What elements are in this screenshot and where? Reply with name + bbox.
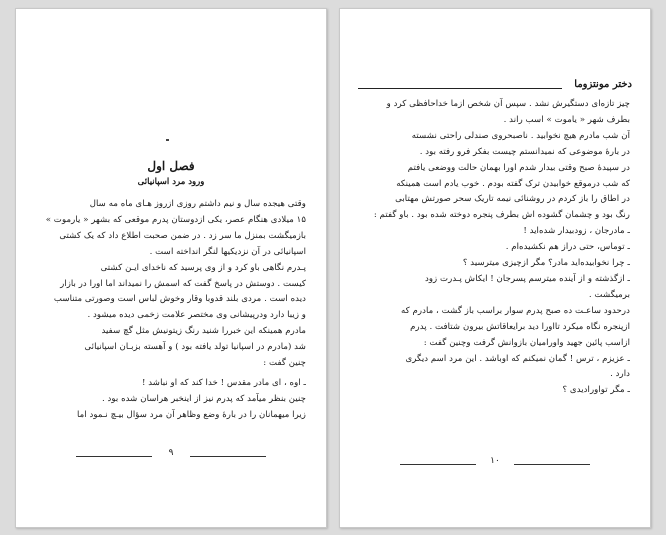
text-line: ازاسب پائین جهید واورامیان بازوانش گرفت وچنین گفت : bbox=[423, 337, 630, 348]
text-line: چنین گفت : bbox=[263, 358, 306, 369]
page-number: ۹ bbox=[168, 448, 174, 458]
running-head bbox=[358, 81, 632, 95]
text-line: دیده است . مردی بلند قدوبا وقار وخوش لباس است وصورتی متناسب bbox=[53, 294, 306, 305]
text-line: ـ مگر تواورادیدی ؟ bbox=[562, 385, 630, 396]
text-line: اسپانیائی در آن نزدیکیها لنگر انداخته است . bbox=[149, 246, 306, 257]
page-number: ۱۰ bbox=[490, 456, 500, 466]
text-line: پـدرم نگاهی باو کرد و از وی پرسید که ناخدای ایـن کشتی bbox=[100, 262, 306, 273]
text-line: ـ مادرجان ، زودبیدار شده‌اید ! bbox=[523, 226, 630, 237]
text-line: ـ چرا نخوابیده‌اید مادر؟ مگر ازچیزی میترسید ؟ bbox=[462, 258, 630, 269]
text-line: ازپنجره نگاه میکرد تااورا دید برایعاقاتش بیرون شتافت . پدرم bbox=[410, 321, 630, 332]
text-line: شد (مادرم در اسپانیا تولد یافته بود ) و آهسته بزبـان اسپانیائی bbox=[84, 342, 306, 353]
text-line: کیست . دوستش در پاسخ گفت که اسمش را نمیداند اما اورا در بازار bbox=[60, 278, 306, 289]
text-line: در سپیدهٔ صبح وقتی بیدار شدم اورا بهمان حالت ووضعی یافتم bbox=[407, 162, 630, 173]
text-line: ۱۵ میلادی هنگام عصر، یکی ازدوستان پدرم موقعی که بشهر « یارموت » bbox=[45, 214, 306, 225]
text-line: رنگ‌ بود و چشمان گشوده اش بطرف پنجره دوخته شده بود . باو گفتم : bbox=[373, 210, 630, 221]
text-line: بطرف شهر « یاموت » اسب راند . bbox=[503, 114, 630, 125]
text-line: آن شب مادرم هیچ نخوابید . ناصبحروی صندلی راحتی نشسته bbox=[411, 130, 630, 141]
text-line: برمیگشت . bbox=[588, 289, 630, 300]
text-line: و زیبا دارد ودرپیشانی وی مختصر علامت زخمی دیده میشود . bbox=[87, 310, 306, 321]
text-line: زیرا میهمانان را در بارۀ وضع وظاهر آن مرد سؤال بیـچ نـمود اما bbox=[76, 409, 306, 420]
running-head-title: دختر مونتزوما bbox=[574, 79, 632, 90]
text-line: چیز تازه‌ای دستگیرش نشد . سپس آن شخص ازما خداحافظی کرد و bbox=[386, 99, 630, 109]
text-line: در بارۀ موضوعی که نمیدانستم چیست بفکر فرو رفته بود . bbox=[419, 146, 630, 157]
page-body-left bbox=[36, 197, 306, 424]
chapter-subtitle: ورود مرد اسپانیائی bbox=[137, 177, 205, 187]
text-line: که شب درموقع خوابیدن ترک گفته بودم . خوب یادم است همینکه bbox=[396, 178, 630, 189]
page-number-right bbox=[400, 457, 590, 471]
text-line: وقتی هیجده سال و نیم داشتم روزی ازروز هـای ماه مه سال bbox=[89, 199, 306, 209]
text-line: ـ اوه ، ای مادر مقدس ! خدا کند که او نباشد ! bbox=[141, 377, 306, 388]
text-line: ـ عزیزم ، ترس ! گمان نمیکنم که اوباشد . این مرد اسم دیگری bbox=[405, 353, 630, 364]
folio-rule bbox=[514, 464, 590, 465]
text-line: بازمیگشت بمنزل ما سر زد . در ضمن صحبت اطلاع داد که یک کشتی bbox=[59, 230, 306, 241]
text-line: در اطاق را باز کردم در روشنائی نیمه تاریک سحر صورتش مهتابی bbox=[395, 194, 630, 205]
folio-rule bbox=[190, 456, 266, 457]
book-page-left bbox=[15, 8, 327, 528]
text-line: مادرم همینکه این خبررا شنید رنگ زیتونیش مثل گچ سفید bbox=[101, 326, 306, 337]
running-head-rule bbox=[358, 88, 562, 89]
ornament-mark bbox=[166, 139, 169, 141]
text-line: ـ توماس، حتی دراز هم نکشیده‌ام . bbox=[505, 242, 630, 253]
text-line: درحدود ساعـت ده صبح پدرم سوار براسب باز گشت ، مادرم که bbox=[400, 305, 630, 316]
text-line: ـ ازگذشته و از آینده میترسم پسرجان ! ایکاش پـدرت زود bbox=[424, 273, 630, 284]
book-page-right bbox=[339, 8, 651, 528]
page-number-left bbox=[76, 449, 266, 463]
text-line: چنین بنظر میآمد که پدرم نیز از اینخبر هراسان شده بود . bbox=[102, 393, 306, 404]
chapter-title: فصل اول bbox=[147, 159, 195, 173]
text-line: دارد . bbox=[610, 369, 630, 380]
page-body-right bbox=[360, 97, 630, 399]
